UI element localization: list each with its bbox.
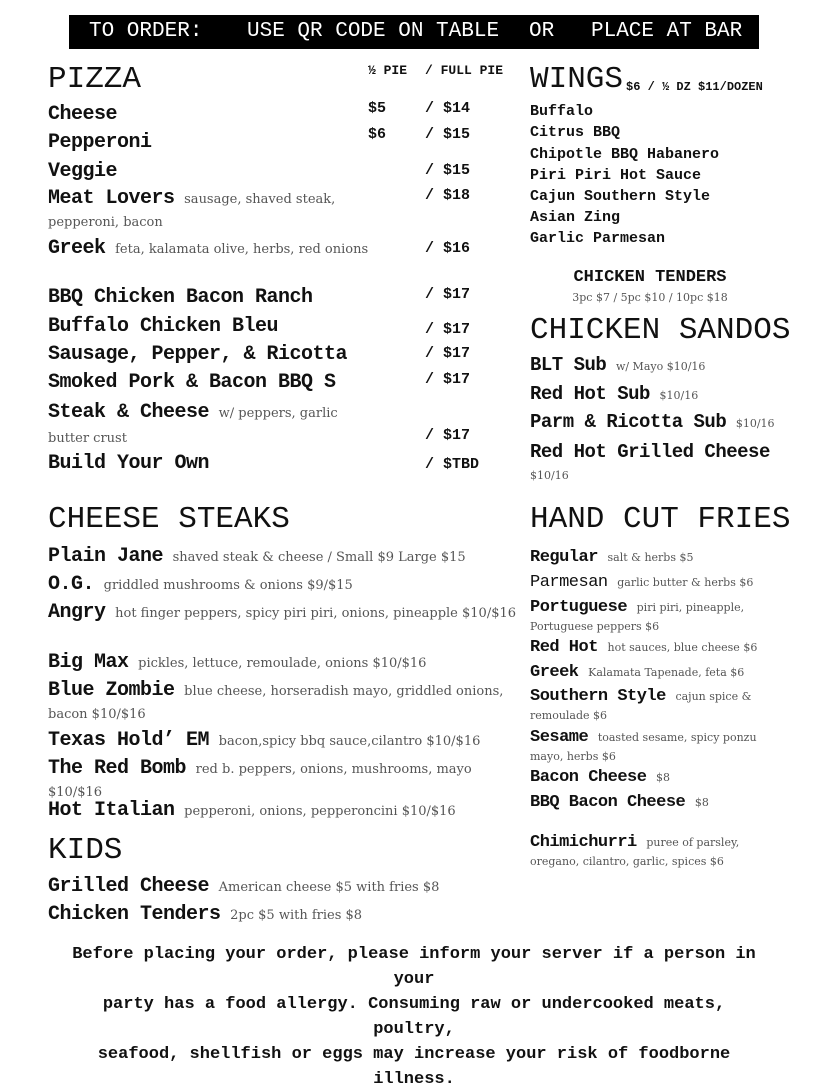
pizza-item-name: Smoked Pork & Bacon BBQ S: [48, 371, 336, 394]
fries-item-desc: toasted sesame, spicy ponzu mayo, herbs $6: [530, 731, 757, 763]
fries-item-name: Chimichurri: [530, 833, 637, 852]
pizza-full-price: / $17: [425, 427, 471, 444]
sando-item-name: BLT Sub: [530, 354, 607, 376]
pizza-item: [48, 452, 378, 475]
pizza-full-price: / $TBD: [425, 456, 480, 473]
order-banner: [69, 15, 759, 49]
pizza-item-name: Build Your Own: [48, 452, 210, 475]
cheesesteak-item-name: Texas Hold’ EM: [48, 729, 210, 752]
fries-item-desc: puree of parsley, oregano, cilantro, garlic, spices $6: [530, 836, 740, 868]
banner-to-order: TO ORDER:: [89, 20, 203, 43]
wing-flavor: Citrus BBQ: [530, 124, 621, 141]
fries-item: [530, 833, 775, 871]
banner-or: OR: [529, 20, 555, 43]
pizza-full-price: / $18: [425, 187, 471, 204]
pizza-col-half: ½ PIE: [368, 63, 408, 78]
pizza-item: [48, 400, 378, 451]
fries-item-desc: $8: [656, 771, 671, 784]
pizza-item-name: Veggie: [48, 160, 118, 183]
cheesesteak-item-desc: pickles, lettuce, remoulade, onions $10/$16: [138, 656, 427, 671]
fries-item: [530, 548, 775, 567]
sandos-title: CHICKEN SANDOS: [530, 313, 791, 348]
cheesesteaks-title: CHEESE STEAKS: [48, 502, 290, 537]
pizza-item-desc: sausage, shaved steak, pepperoni, bacon: [48, 192, 336, 230]
cheesesteak-item-desc: pepperoni, onions, pepperoncini $10/$16: [184, 804, 456, 819]
fries-title: HAND CUT FRIES: [530, 502, 791, 537]
pizza-full-price: / $14: [425, 100, 471, 117]
fries-item: [530, 793, 775, 812]
pizza-full-price: / $17: [425, 286, 471, 303]
pizza-item: [48, 286, 378, 309]
fries-item: [530, 573, 775, 592]
cheesesteak-item-name: The Red Bomb: [48, 757, 187, 780]
pizza-item-name: Sausage, Pepper, & Ricotta: [48, 343, 348, 366]
allergy-notice-line: Before placing your order, please inform your server if a person in your: [72, 945, 756, 989]
pizza-item: [48, 343, 378, 366]
pizza-half-price: $5: [368, 100, 387, 117]
banner-place-at-bar: PLACE AT BAR: [591, 20, 743, 43]
tenders-prices: 3pc $7 / 5pc $10 / 10pc $18: [572, 291, 728, 304]
cheesesteak-item-desc: red b. peppers, onions, mushrooms, mayo $10/$16: [48, 762, 472, 800]
banner-qr-code: USE QR CODE ON TABLE: [247, 20, 500, 43]
pizza-full-price: / $15: [425, 126, 471, 143]
cheesesteak-item-name: Angry: [48, 601, 106, 624]
cheesesteak-item: [48, 758, 518, 804]
sando-item: [530, 413, 790, 433]
sando-item-name: Parm & Ricotta Sub: [530, 411, 727, 433]
sando-item: [530, 441, 790, 486]
fries-item: [530, 663, 775, 682]
cheesesteak-item-name: Blue Zombie: [48, 679, 175, 702]
fries-item-name: BBQ Bacon Cheese: [530, 793, 686, 812]
kids-item: [48, 876, 518, 899]
sando-item: [530, 356, 775, 376]
cheesesteak-item: [48, 602, 518, 625]
fries-item: [530, 728, 775, 766]
pizza-full-price: / $17: [425, 345, 471, 362]
sando-item: [530, 385, 775, 405]
pizza-item: [48, 103, 378, 126]
wings-title: WINGS: [530, 62, 624, 97]
pizza-item: [48, 371, 378, 394]
pizza-item-name: Greek: [48, 237, 106, 260]
wing-flavor: Chipotle BBQ Habanero: [530, 146, 720, 163]
pizza-item-name: Meat Lovers: [48, 187, 175, 210]
pizza-full-price: / $17: [425, 371, 471, 388]
pizza-item: [48, 315, 378, 338]
fries-item-name: Parmesan: [530, 573, 608, 592]
wing-flavor: Garlic Parmesan: [530, 230, 666, 247]
allergy-notice-line: seafood, shellfish or eggs may increase your risk of foodborne illness.: [97, 1045, 731, 1089]
cheesesteak-item-name: Plain Jane: [48, 545, 164, 568]
cheesesteak-item: [48, 730, 518, 753]
cheesesteak-item-name: O.G.: [48, 573, 95, 596]
sando-item-desc: $10/16: [735, 417, 775, 430]
pizza-item-name: Pepperoni: [48, 131, 152, 154]
fries-item-name: Greek: [530, 663, 579, 682]
fries-item-name: Regular: [530, 548, 598, 567]
wing-flavor: Buffalo: [530, 103, 594, 120]
pizza-item: [48, 160, 378, 183]
fries-item-name: Sesame: [530, 728, 589, 747]
allergy-notice: [60, 942, 768, 1092]
sando-item-desc: $10/16: [659, 389, 699, 402]
pizza-item-name: BBQ Chicken Bacon Ranch: [48, 286, 313, 309]
pizza-item-desc: w/ peppers, garlic butter crust: [48, 406, 338, 446]
pizza-full-price: / $17: [425, 321, 471, 338]
cheesesteak-item-name: Big Max: [48, 651, 129, 674]
fries-item-name: Portuguese: [530, 598, 628, 617]
pizza-half-price: $6: [368, 126, 387, 143]
fries-item-name: Southern Style: [530, 687, 666, 706]
tenders-title: CHICKEN TENDERS: [573, 268, 727, 287]
sando-item-desc: $10/16: [530, 469, 569, 482]
pizza-item: [48, 131, 378, 154]
fries-item-name: Bacon Cheese: [530, 768, 647, 787]
fries-item: [530, 687, 775, 725]
pizza-item: [48, 237, 378, 261]
cheesesteak-item: [48, 574, 518, 597]
kids-item-desc: American cheese $5 with fries $8: [218, 880, 440, 895]
kids-item-name: Chicken Tenders: [48, 903, 221, 926]
fries-item-desc: garlic butter & herbs $6: [617, 576, 754, 589]
fries-item-desc: cajun spice & remoulade $6: [530, 690, 752, 722]
fries-item-desc: $8: [694, 796, 709, 809]
pizza-title: PIZZA: [48, 62, 142, 97]
cheesesteak-item-name: Hot Italian: [48, 799, 175, 822]
cheesesteak-item: [48, 546, 518, 569]
pizza-col-full: / FULL PIE: [425, 63, 504, 78]
pizza-full-price: / $16: [425, 240, 471, 257]
fries-item-desc: piri piri, pineapple, Portuguese peppers $6: [530, 601, 745, 633]
sando-item-name: Red Hot Sub: [530, 383, 650, 405]
cheesesteak-item-desc: griddled mushrooms & onions $9/$15: [103, 578, 353, 593]
pizza-item-desc: feta, kalamata olive, herbs, red onions: [115, 242, 369, 257]
cheesesteak-item-desc: blue cheese, horseradish mayo, griddled onions, bacon $10/$16: [48, 684, 504, 722]
kids-title: KIDS: [48, 833, 123, 868]
sando-item-name: Red Hot Grilled Cheese: [530, 441, 770, 463]
cheesesteak-item: [48, 800, 518, 823]
pizza-item-name: Cheese: [48, 103, 118, 126]
wing-flavor: Asian Zing: [530, 209, 621, 226]
kids-item-desc: 2pc $5 with fries $8: [230, 908, 363, 923]
fries-item-desc: salt & herbs $5: [607, 551, 694, 564]
fries-item-desc: hot sauces, blue cheese $6: [607, 641, 758, 654]
cheesesteak-item-desc: bacon,spicy bbq sauce,cilantro $10/$16: [218, 734, 481, 749]
allergy-notice-line: party has a food allergy. Consuming raw or undercooked meats, poultry,: [102, 995, 726, 1039]
sando-item-desc: w/ Mayo $10/16: [615, 360, 706, 373]
fries-item: [530, 638, 775, 657]
cheesesteak-item-desc: hot finger peppers, spicy piri piri, onions, pineapple $10/$16: [115, 606, 517, 621]
cheesesteak-item-desc: shaved steak & cheese / Small $9 Large $15: [172, 550, 466, 565]
cheesesteak-item: [48, 680, 518, 726]
pizza-item-name: Steak & Cheese: [48, 401, 210, 424]
pizza-item: [48, 187, 378, 234]
wings-price: $6 / ½ DZ $11/DOZEN: [626, 80, 763, 94]
pizza-full-price: / $15: [425, 162, 471, 179]
kids-item: [48, 904, 518, 927]
fries-item: [530, 768, 775, 787]
kids-item-name: Grilled Cheese: [48, 875, 210, 898]
fries-item-desc: Kalamata Tapenade, feta $6: [588, 666, 745, 679]
wing-flavor: Cajun Southern Style: [530, 188, 711, 205]
wing-flavor: Piri Piri Hot Sauce: [530, 167, 702, 184]
fries-item-name: Red Hot: [530, 638, 598, 657]
cheesesteak-item: [48, 652, 518, 675]
fries-item: [530, 598, 775, 636]
pizza-item-name: Buffalo Chicken Bleu: [48, 315, 279, 338]
